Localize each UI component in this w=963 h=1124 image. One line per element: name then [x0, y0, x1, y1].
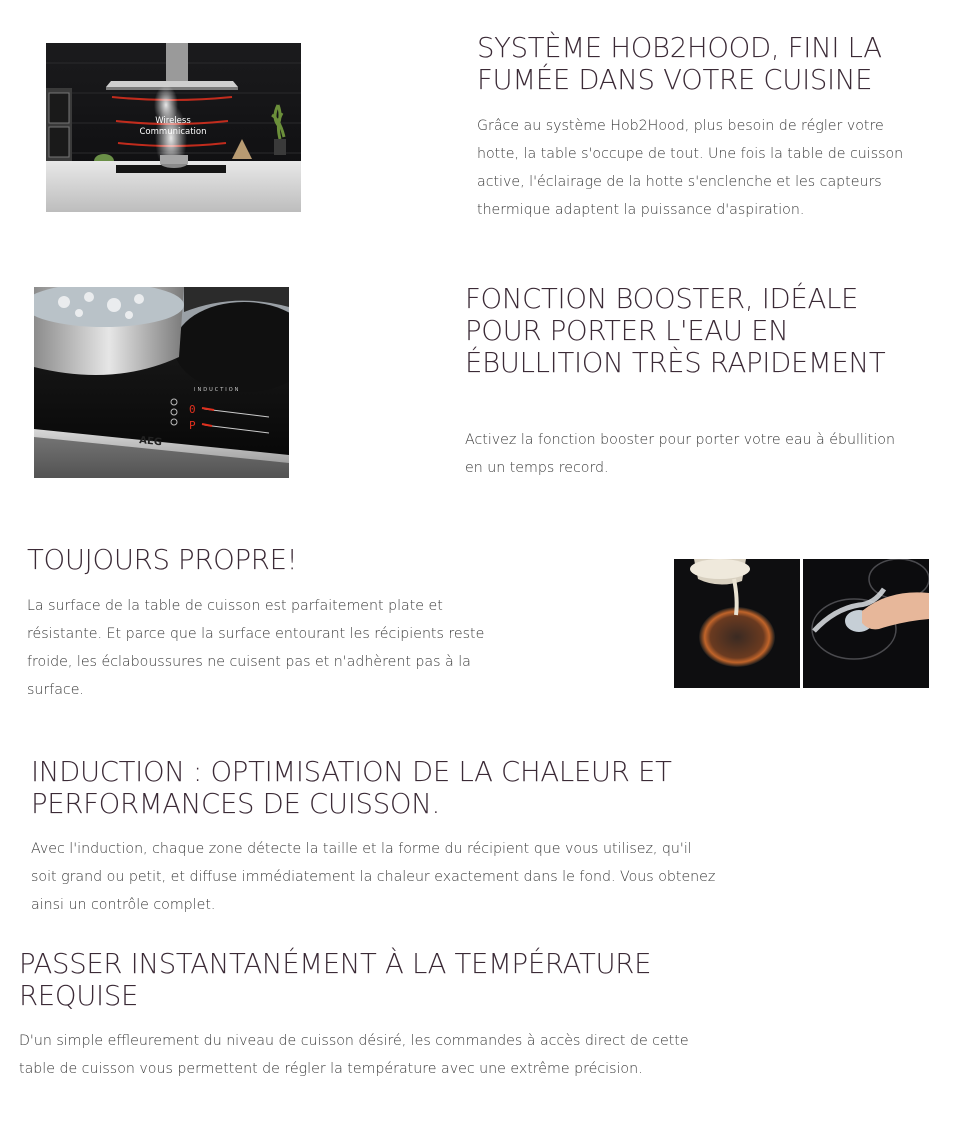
temperature-text: D'un simple effleurement du niveau de cuisson désiré, les commandes à accès direct de cette table de cuisson vous permettent de régler la température avec une extrême précision. [19, 1033, 689, 1077]
hob2hood-image [46, 43, 301, 212]
booster-text: Activez la fonction booster pour porter votre eau à ébullition en un temps record. [465, 432, 895, 476]
induction-title: INDUCTION : OPTIMISATION DE LA CHALEUR ET PERFORMANCES DE CUISSON. [31, 756, 672, 820]
svg-text:0: 0 [189, 403, 196, 416]
toujours-propre-text: La surface de la table de cuisson est parfaitement plate et résistante. Et parce que la surface entourant les récipients reste froide, les éclaboussures ne cuisent pas et n'adhèrent pas à la surface. [27, 598, 485, 698]
aeg-brand-label: AEG [138, 435, 163, 449]
booster-image [34, 287, 289, 478]
booster-title: FONCTION BOOSTER, IDÉALE POUR PORTER L'EAU EN ÉBULLITION TRÈS RAPIDEMENT [465, 283, 886, 379]
hob2hood-title: SYSTÈME HOB2HOOD, FINI LA FUMÉE DANS VOTRE CUISINE [477, 32, 882, 96]
induction-panel-label: INDUCTION [194, 387, 241, 393]
hob2hood-text: Grâce au système Hob2Hood, plus besoin de régler votre hotte, la table s'occupe de tout. Une fois la table de cuisson active, l'éclairage de la hotte s'enclenche et les capteurs thermique adaptent la puissance d'aspiration. [477, 118, 904, 218]
boiling-pot-photo-icon [34, 287, 289, 478]
induction-text: Avec l'induction, chaque zone détecte la taille et la forme du récipient que vous utilisez, qu'il soit grand ou petit, et diffuse immédiatement la chaleur exactement dans le fond. Vous obtenez ainsi un contrôle complet. [31, 841, 716, 913]
clean-surface-image [674, 559, 929, 688]
wireless-caption-line2: Communication [139, 127, 207, 137]
svg-text:P: P [189, 419, 196, 432]
toujours-propre-title: TOUJOURS PROPRE! [27, 544, 298, 576]
temperature-title: PASSER INSTANTANÉMENT À LA TEMPÉRATURE REQUISE [19, 948, 652, 1012]
clean-surface-photo-icon [674, 559, 929, 688]
kitchen-hood-photo-icon [46, 43, 301, 212]
wireless-caption-line1: Wireless [155, 116, 191, 126]
